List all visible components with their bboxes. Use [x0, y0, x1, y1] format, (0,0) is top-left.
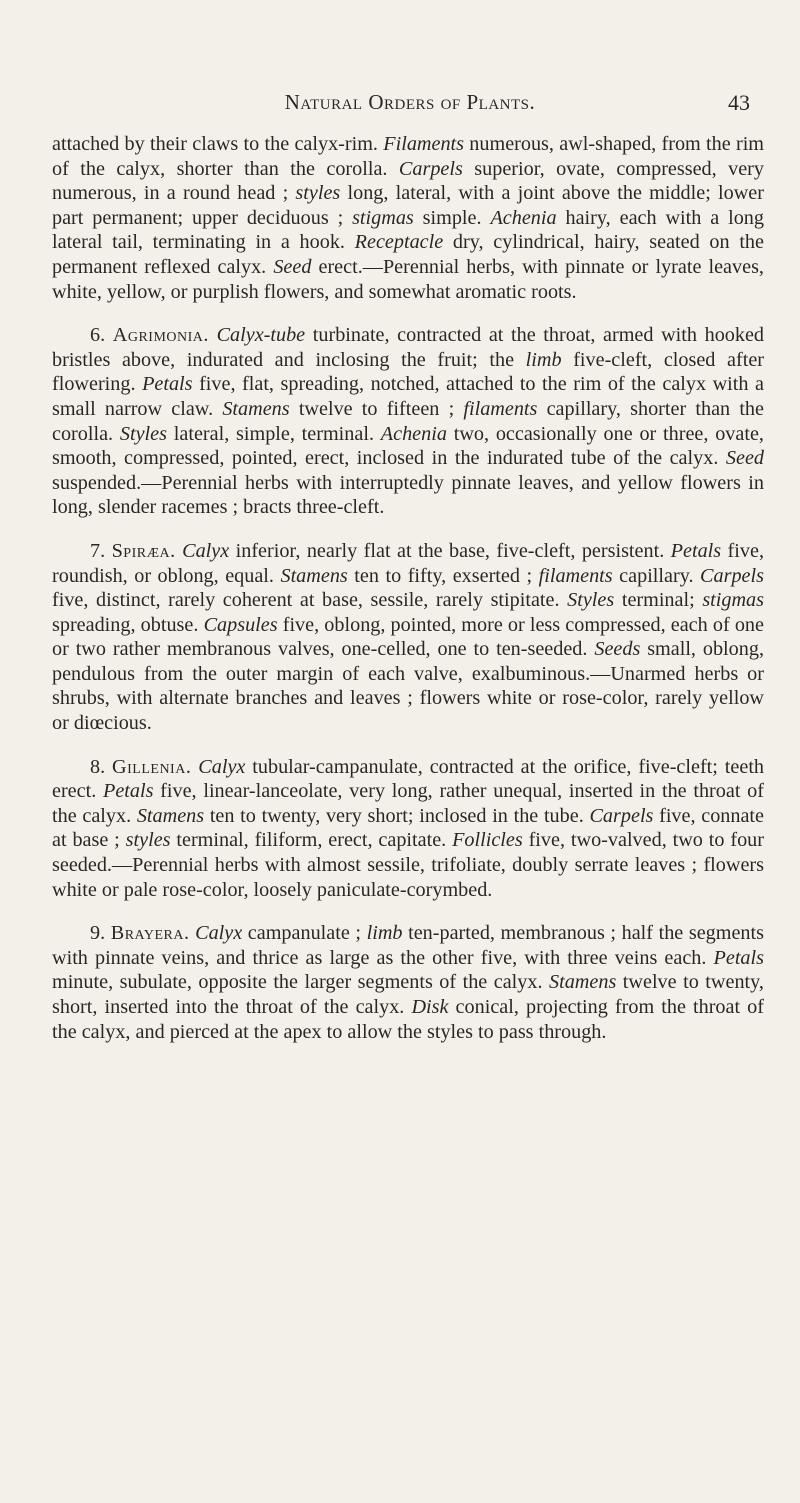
text-run: capillary, shorter than the corolla.: [52, 397, 764, 445]
text-run: small, oblong, pendulous from the outer margin of each valve, exalbuminous.—Unarmed herbs or shrubs, with alternate branches and leaves ; flowers white or rose-color, rarely yellow or diœcious.: [52, 638, 764, 735]
botanical-term: stigmas: [702, 589, 765, 612]
botanical-term: Stamens: [280, 564, 348, 587]
text-run: erect.—Perennial herbs, with pinnate or lyrate leaves, white, yellow, or purplish flowers, and somewhat aromatic roots.: [52, 255, 764, 303]
text-run: suspended.—Perennial herbs with interruptedly pinnate leaves, and yellow flowers in long, slender racemes ; bracts three-cleft.: [52, 471, 764, 519]
entry-number: 6.: [90, 324, 113, 347]
botanical-term: limb: [366, 922, 403, 945]
botanical-term: Achenia: [490, 206, 557, 229]
text-run: twelve to fifteen ;: [289, 397, 464, 420]
botanical-term: Receptacle: [354, 231, 444, 254]
text-run: five, connate at base ;: [52, 804, 765, 852]
botanical-term: Calyx: [182, 539, 230, 562]
botanical-term: Carpels: [700, 564, 764, 587]
text-run: capillary.: [612, 564, 701, 587]
botanical-term: styles: [125, 829, 171, 852]
paragraph: [52, 132, 764, 304]
text-run: five, oblong, pointed, more or less compressed, each of one or two rather membranous valves, one-celled, one to ten-seeded.: [52, 613, 764, 661]
botanical-term: Styles: [567, 589, 615, 612]
botanical-term: Disk: [411, 996, 449, 1018]
text-run: ten to fifty, exserted ;: [347, 564, 539, 587]
entry-number: 9.: [90, 922, 111, 945]
text-run: long, lateral, with a joint above the middle; lower part permanent; upper deciduous ;: [52, 182, 764, 229]
botanical-term: stigmas: [352, 206, 414, 229]
botanical-term: Calyx: [195, 922, 243, 945]
genus-name: Gillenia.: [112, 755, 192, 778]
botanical-term: styles: [295, 182, 341, 205]
genus-entry: [52, 323, 764, 520]
botanical-term: Petals: [670, 539, 722, 562]
botanical-term: Petals: [102, 780, 154, 803]
body-text: [52, 132, 764, 1063]
botanical-term: Stamens: [136, 804, 205, 827]
text-run: twelve to twenty, short, inserted into the throat of the calyx.: [52, 971, 764, 1018]
botanical-term: Carpels: [398, 157, 463, 180]
text-run: turbinate, contracted at the throat, armed with hooked bristles above, indurated and inclosing the fruit; the: [52, 324, 765, 371]
botanical-term: filaments: [538, 564, 613, 587]
genus-entry: [52, 539, 764, 736]
botanical-term: Stamens: [549, 971, 617, 994]
text-run: minute, subulate, opposite the larger segments of the calyx.: [52, 971, 550, 994]
entry-number: 7.: [90, 539, 112, 562]
text-run: conical, projecting from the throat of the calyx, and pierced at the apex to allow the styles to pass through.: [52, 996, 764, 1043]
text-run: simple.: [413, 206, 491, 229]
page-header: [0, 90, 800, 120]
botanical-term: filaments: [463, 397, 538, 420]
text-run: dry, cylindrical, hairy, seated on the permanent reflexed calyx.: [52, 231, 764, 278]
botanical-term: Stamens: [222, 397, 290, 420]
text-run: two, occasionally one or three, ovate, smooth, compressed, pointed, erect, inclosed in the indurated tube of the calyx.: [52, 422, 764, 470]
botanical-term: Follicles: [452, 829, 523, 852]
botanical-term: Seeds: [594, 638, 641, 661]
text-run: five, flat, spreading, notched, attached to the rim of the calyx with a small narrow claw.: [52, 373, 764, 420]
text-run: terminal;: [614, 589, 703, 612]
text-run: lateral, simple, terminal.: [166, 422, 381, 445]
text-run: superior, ovate, compressed, very numerous, in a round head ;: [52, 157, 764, 205]
botanical-term: Capsules: [203, 613, 278, 636]
botanical-term: Filaments: [383, 133, 465, 155]
botanical-term: Calyx: [198, 755, 246, 778]
botanical-term: Styles: [119, 422, 167, 445]
botanical-term: Seed: [273, 255, 312, 278]
genus-entry: [52, 755, 764, 903]
text-run: numerous, awl-shaped, from the rim of the calyx, shorter than the corolla.: [52, 133, 765, 180]
entry-number: 8.: [90, 755, 113, 778]
text-run: hairy, each with a long lateral tail, terminating in a hook.: [52, 206, 764, 254]
genus-name: Agrimonia.: [112, 324, 209, 347]
text-run: campanulate ;: [242, 922, 367, 945]
text-run: ten-parted, membranous ; half the segments with pinnate veins, and thrice as large as the other five, with three veins each.: [52, 922, 764, 969]
page-number: 43: [728, 90, 750, 115]
botanical-term: Petals: [713, 946, 764, 969]
text-run: inferior, nearly flat at the base, five-cleft, persistent.: [229, 539, 671, 562]
genus-name: Brayera.: [110, 922, 190, 945]
genus-name: Spiræa.: [111, 539, 176, 562]
botanical-term: Carpels: [589, 804, 654, 827]
text-run: five, linear-lanceolate, very long, rather unequal, inserted in the throat of the calyx.: [52, 780, 764, 827]
botanical-term: Petals: [142, 373, 193, 396]
botanical-term: limb: [525, 348, 562, 371]
botanical-term: Achenia: [380, 422, 447, 445]
text-run: five, two-valved, two to four seeded.—Perennial herbs with almost sessile, trifoliate, doubly serrate leaves ; flowers white or pale rose-color, loosely paniculate-corymbed.: [52, 829, 764, 901]
text-run: five, roundish, or oblong, equal.: [52, 539, 764, 587]
genus-entry: [52, 921, 764, 1044]
text-run: spreading, obtuse.: [52, 613, 204, 636]
botanical-term: Seed: [725, 447, 764, 470]
botanical-term: Calyx-tube: [216, 324, 306, 347]
text-run: tubular-campanulate, contracted at the orifice, five-cleft; teeth erect.: [52, 755, 765, 803]
text-run: terminal, filiform, erect, capitate.: [170, 829, 453, 852]
text-run: ten to twenty, very short; inclosed in the tube.: [204, 804, 590, 827]
text-run: five-cleft, closed after flowering.: [52, 348, 765, 396]
running-title: Natural Orders of Plants.: [284, 90, 536, 114]
text-run: five, distinct, rarely coherent at base, sessile, rarely stipitate.: [52, 589, 568, 612]
text-run: attached by their claws to the calyx-rim.: [52, 133, 384, 155]
